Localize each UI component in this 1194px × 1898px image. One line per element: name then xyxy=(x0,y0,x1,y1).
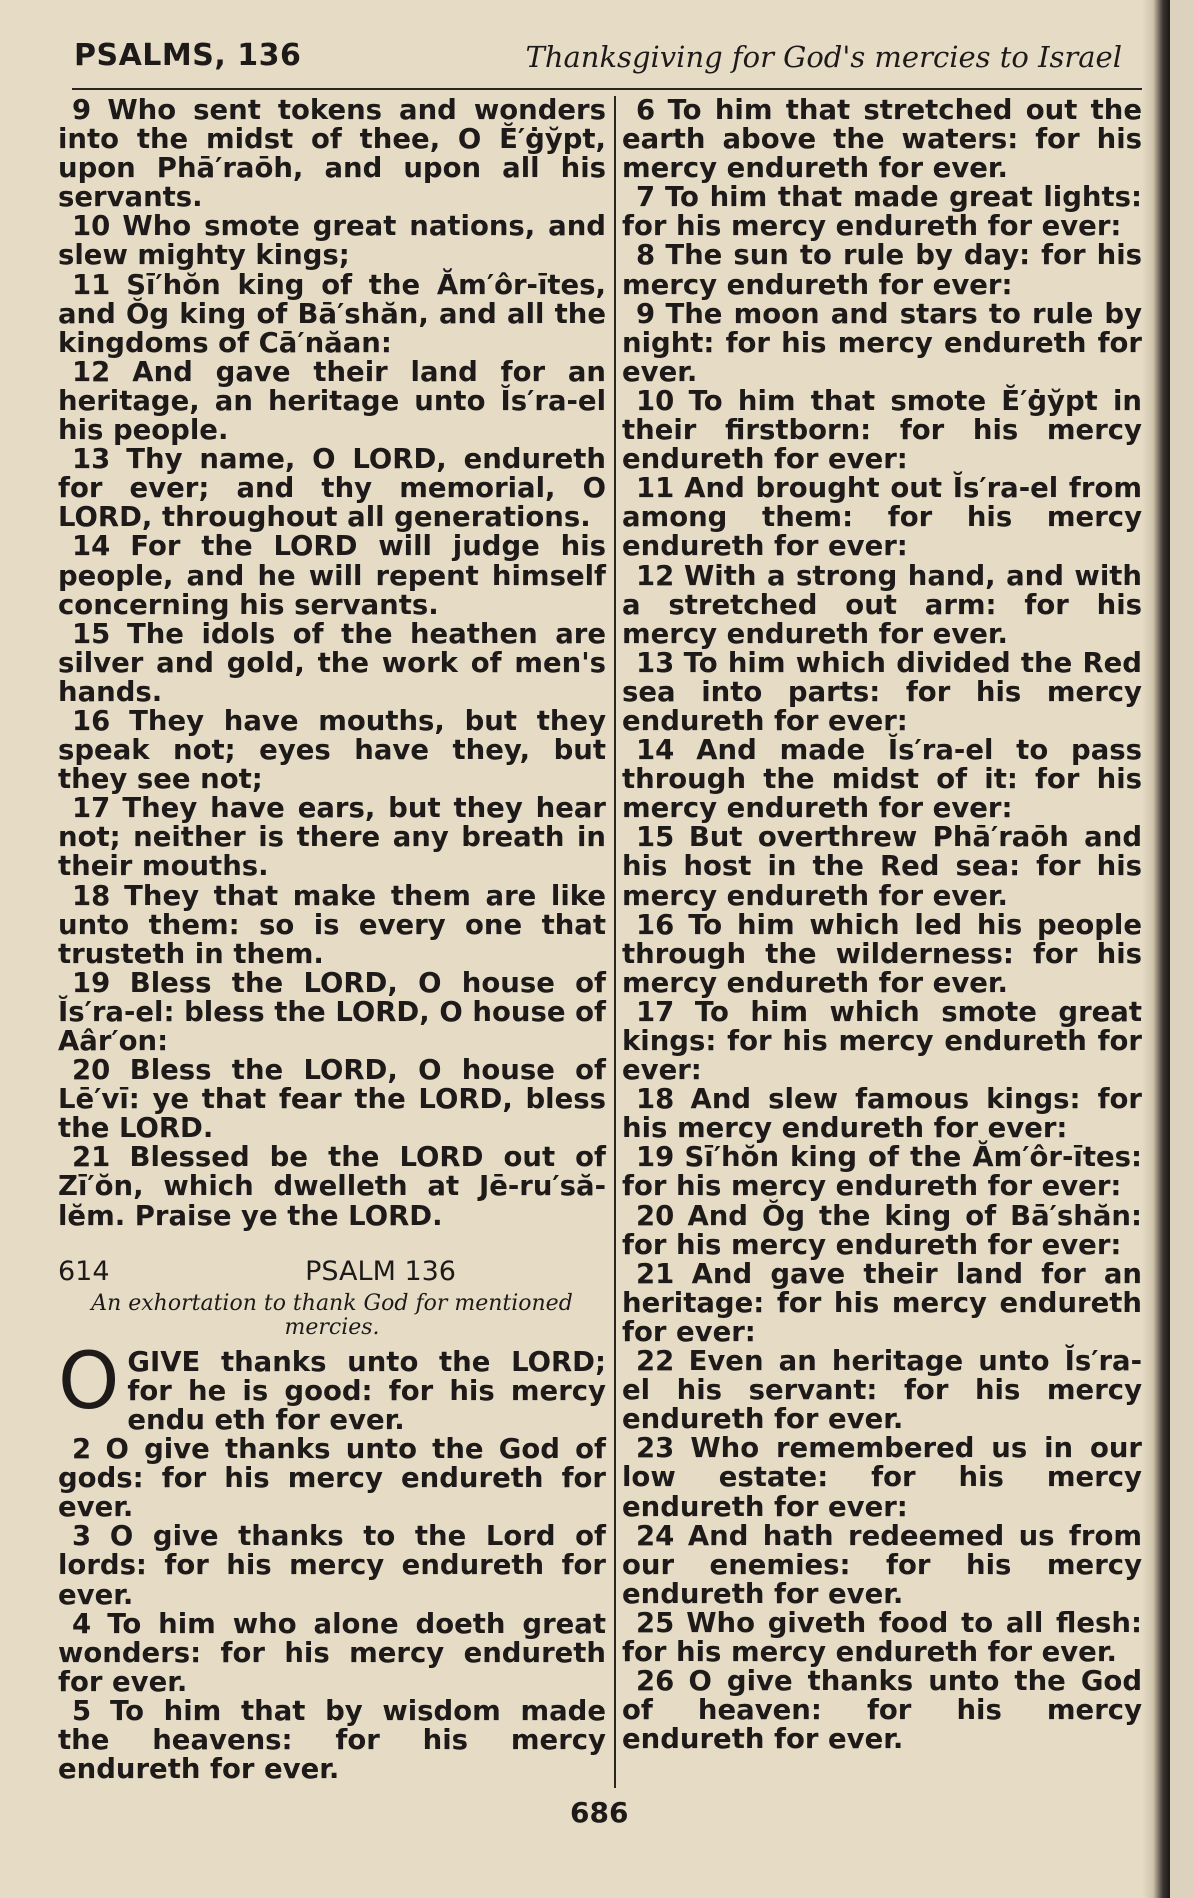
psalm-136-verse-13 xyxy=(622,646,1142,737)
verse-number: 14 xyxy=(636,734,675,767)
psalm-135-verse-15 xyxy=(58,617,606,708)
verse-number: 26 xyxy=(636,1665,675,1698)
psalm-135-verse-21 xyxy=(58,1143,606,1230)
psalm-135-verse-11 xyxy=(58,268,606,359)
verse-text: GIVE thanks unto the LORD; for he is good: for his mercy endu eth for ever. xyxy=(127,1345,606,1436)
verse-text: And gave their land for an heritage, an heritage unto Ĭs′ra-el his people. xyxy=(58,355,606,447)
psalm-135-verse-19 xyxy=(58,966,606,1057)
verse-text: Who giveth food to all flesh: for his mercy endureth for ever. xyxy=(622,1606,1142,1668)
verse-text: Sī′hŏn king of the Ăm′ôr-ītes: for his mercy endureth for ever: xyxy=(622,1141,1142,1203)
verse-number: 2 xyxy=(72,1433,92,1466)
psalm-136-verse-1 xyxy=(58,1336,606,1436)
psalm-136-verse-26 xyxy=(622,1667,1142,1754)
verse-text: To him that smote Ĕ′ġy̆pt in their firstborn: for his mercy endureth for ever: xyxy=(622,384,1142,476)
verse-text: They that make them are like unto them: so is every one that trusteth in them. xyxy=(58,879,606,970)
verse-number: 20 xyxy=(636,1199,675,1232)
verse-number: 23 xyxy=(636,1432,675,1465)
psalm-136-verse-25 xyxy=(622,1606,1142,1668)
psalm-136-verse-19 xyxy=(622,1143,1142,1201)
verse-text: And hath redeemed us from our enemies: for his mercy endureth for ever. xyxy=(622,1519,1142,1610)
verse-number: 18 xyxy=(636,1083,675,1116)
verse-text: Bless the LORD, O house of Lē′vī: ye that fear the LORD, bless the LORD. xyxy=(58,1054,606,1145)
verse-number: 5 xyxy=(72,1694,92,1727)
psalm-title: PSALM 136 xyxy=(305,1255,456,1287)
psalm-136-verse-24 xyxy=(622,1519,1142,1610)
psalm-136-verse-10 xyxy=(622,384,1142,476)
psalm-136-verse-9 xyxy=(622,297,1142,388)
verse-text: Who smote great nations, and slew mighty kings; xyxy=(58,210,606,272)
drop-cap: O xyxy=(58,1336,120,1427)
verse-number: 10 xyxy=(72,210,111,243)
psalm-136-verse-22 xyxy=(622,1347,1142,1434)
psalm-135-verse-13 xyxy=(58,445,606,532)
verse-text: For the LORD will judge his people, and he will repent himself concerning his servants. xyxy=(58,530,606,621)
verse-text: With a strong hand, and with a stretched out arm: for his mercy endureth for ever. xyxy=(622,559,1142,650)
verse-number: 13 xyxy=(636,646,675,679)
verse-number: 16 xyxy=(72,704,111,737)
verse-number: 21 xyxy=(636,1257,675,1290)
verse-number: 15 xyxy=(72,617,111,650)
psalm-136-verse-17 xyxy=(622,995,1142,1087)
verse-number: 22 xyxy=(636,1345,675,1378)
verse-number: 24 xyxy=(636,1519,675,1552)
verse-text: Who remembered us in our low estate: for his mercy endureth for ever: xyxy=(622,1432,1142,1523)
verse-number: 10 xyxy=(636,384,675,417)
verse-text: The idols of the heathen are silver and gold, the work of men's hands. xyxy=(58,617,606,708)
verse-text: They have ears, but they hear not; neither is there any breath in their mouths. xyxy=(58,792,606,883)
verse-number: 13 xyxy=(72,443,111,476)
verse-text: They have mouths, but they speak not; eyes have they, but they see not; xyxy=(58,704,607,796)
psalm-135-verse-14 xyxy=(58,532,606,619)
psalm-136-verse-12 xyxy=(622,559,1142,650)
psalm-135-verse-16 xyxy=(58,704,607,796)
running-head-topic: Thanksgiving for God's mercies to Israel xyxy=(525,40,1122,74)
psalm-135-verse-12 xyxy=(58,355,606,447)
psalm-135-verses xyxy=(58,96,606,1231)
column-divider xyxy=(614,96,616,1788)
verse-number: 19 xyxy=(636,1141,675,1174)
running-head-book: PSALMS, 136 xyxy=(74,38,302,73)
verse-text: Sī′hŏn king of the Ăm′ôr-ītes, and Ŏg king of Bā′shăn, and all the kingdoms of Cā′năan: xyxy=(58,268,606,359)
verse-text: O give thanks to the Lord of lords: for his mercy endureth for ever. xyxy=(58,1520,606,1611)
psalm-136-right-verses xyxy=(622,96,1142,1754)
psalm-136-verse-21 xyxy=(622,1257,1142,1348)
verse-text: Thy name, O LORD, endureth for ever; and thy memorial, O LORD, throughout all generations. xyxy=(58,443,606,534)
page-edge-shadow xyxy=(1142,0,1170,1898)
psalm-136-verse-2 xyxy=(58,1435,606,1522)
verse-number: 6 xyxy=(636,94,656,126)
psalm-136-verse-23 xyxy=(622,1434,1142,1521)
psalm-136-verse-14 xyxy=(622,736,1142,823)
psalm-135-verse-20 xyxy=(58,1056,606,1143)
verse-text: To him who alone doeth great wonders: for his mercy endureth for ever. xyxy=(58,1607,607,1698)
psalm-136-verse-3 xyxy=(58,1522,606,1609)
psalm-136-verse-7 xyxy=(622,183,1142,241)
verse-number: 17 xyxy=(636,995,675,1028)
verse-text: Blessed be the LORD out of Zī′ŏn, which dwelleth at Jē-ru′să-lĕm. Praise ye the LORD. xyxy=(58,1141,606,1232)
verse-number: 25 xyxy=(636,1606,675,1639)
header-rule xyxy=(72,88,1152,90)
verse-text: Bless the LORD, O house of Ĭs′ra-el: bless the LORD, O house of Aâr′on: xyxy=(58,966,606,1057)
verse-text: To him which led his people through the wilderness: for his mercy endureth for ever. xyxy=(622,908,1142,999)
verse-text: To him which divided the Red sea into parts: for his mercy endureth for ever: xyxy=(622,646,1142,737)
psalm-136-left-verses xyxy=(58,1435,606,1784)
verse-number: 20 xyxy=(72,1054,111,1087)
verse-number: 9 xyxy=(636,297,656,330)
psalm-136-verse-5 xyxy=(58,1694,606,1786)
verse-text: To him that by wisdom made the heavens: for his mercy endureth for ever. xyxy=(58,1694,606,1786)
verse-text: Who sent tokens and wonders into the midst of thee, O Ĕ′ġy̆pt, upon Phā′raōh, and upon all his servants. xyxy=(58,94,606,214)
verse-text: To him that made great lights: for his mercy endureth for ever: xyxy=(622,181,1142,243)
verse-number: 4 xyxy=(72,1607,92,1640)
verse-number: 12 xyxy=(636,559,675,592)
psalm-summary: An exhortation to thank God for mentioned mercies. xyxy=(91,1290,573,1340)
verse-text: The sun to rule by day: for his mercy endureth for ever: xyxy=(622,239,1142,301)
verse-text: To him that stretched out the earth above the waters: for his mercy endureth for ever. xyxy=(622,94,1142,185)
psalm-136-verse-18 xyxy=(622,1085,1142,1143)
verse-text: But overthrew Phā′raōh and his host in the Red sea: for his mercy endureth for ever. xyxy=(622,821,1142,912)
verse-number: 11 xyxy=(72,268,111,301)
verse-number: 7 xyxy=(636,181,656,214)
verse-text: And gave their land for an heritage: for his mercy endureth for ever: xyxy=(622,1257,1142,1348)
verse-text: Even an heritage unto Ĭs′ra-el his servant: for his mercy endureth for ever. xyxy=(622,1345,1142,1436)
psalm-135-verse-10 xyxy=(58,212,606,270)
verse-number: 12 xyxy=(72,355,111,388)
verse-number: 9 xyxy=(72,94,92,126)
psalm-136-verse-11 xyxy=(622,474,1142,561)
verse-number: 15 xyxy=(636,821,675,854)
verse-number: 21 xyxy=(72,1141,111,1174)
psalm-136-verse-16 xyxy=(622,908,1142,999)
verse-text: And Ŏg the king of Bā′shăn: for his mercy endureth for ever: xyxy=(622,1199,1142,1261)
verse-number: 14 xyxy=(72,530,111,563)
verse-text: And brought out Ĭs′ra-el from among them: for his mercy endureth for ever: xyxy=(622,472,1142,563)
verse-text: And slew famous kings: for his mercy endureth for ever: xyxy=(622,1083,1142,1145)
page-number: 686 xyxy=(570,1796,629,1829)
verse-number: 18 xyxy=(72,879,111,912)
verse-text: O give thanks unto the God of gods: for his mercy endureth for ever. xyxy=(58,1433,606,1524)
verse-text: To him which smote great kings: for his mercy endureth for ever: xyxy=(622,995,1142,1087)
psalm-135-verse-9 xyxy=(58,96,606,212)
verse-text: O give thanks unto the God of heaven: for his mercy endureth for ever. xyxy=(622,1665,1143,1756)
psalm-136-verse-4 xyxy=(58,1607,607,1698)
verse-text: And made Ĭs′ra-el to pass through the midst of it: for his mercy endureth for ever: xyxy=(622,734,1142,825)
psalm-136-verse-6 xyxy=(622,96,1142,183)
verse-number: 16 xyxy=(636,908,675,941)
verse-number: 8 xyxy=(636,239,656,272)
psalm-135-verse-17 xyxy=(58,794,606,881)
psalm-heading xyxy=(58,1257,606,1286)
left-column xyxy=(58,96,606,1784)
verse-number: 17 xyxy=(72,792,111,825)
psalm-reference-number: 614 xyxy=(58,1255,110,1287)
psalm-136-verse-20 xyxy=(622,1199,1142,1261)
psalm-136-verse-15 xyxy=(622,823,1142,910)
psalm-136-verse-8 xyxy=(622,241,1142,299)
verse-text: The moon and stars to rule by night: for his mercy endureth for ever. xyxy=(622,297,1142,388)
verse-number: 3 xyxy=(72,1520,92,1553)
psalm-135-verse-18 xyxy=(58,879,606,970)
right-column xyxy=(622,96,1142,1754)
verse-number: 19 xyxy=(72,966,111,999)
verse-number: 11 xyxy=(636,472,675,505)
